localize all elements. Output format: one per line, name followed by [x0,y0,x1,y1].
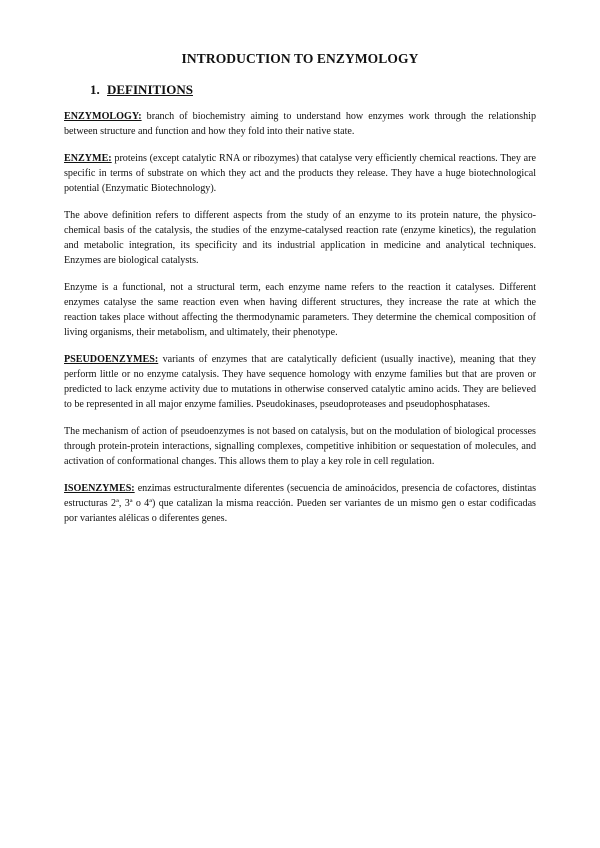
paragraph-definition-aspects: The above definition refers to different aspects from the study of an enzyme to its protein nature, the physico-chemical basis of the catalysis, the studies of the enzyme-catalysed reaction rate (enzyme kinetics), the regulation and metabolic integration, its specificity and its industrial application in medicine and analytical techniques. Enzymes are biological catalysts. [64,210,536,266]
section-number: 1. [90,82,100,97]
paragraph-enzyme [64,151,536,196]
paragraph-pseudoenzymes [64,352,536,412]
section-heading [90,81,536,99]
term-enzymology: ENZYMOLOGY: [64,111,142,122]
paragraph-functional-term: Enzyme is a functional, not a structural term, each enzyme name refers to the reaction it catalyses. Different enzymes catalyse the same reaction even when having different structures, they increase the rate at which the reaction takes place without affecting the thermodynamic parameters. They determine the chemical composition of living organisms, their metabolism, and ultimately, their phenotype. [64,282,536,338]
definition-enzymology: branch of biochemistry aiming to understand how enzymes work through the relationship between structure and function and how they fold into their native state. [64,111,536,137]
paragraph-isoenzymes [64,481,536,526]
definition-enzyme: proteins (except catalytic RNA or ribozymes) that catalyse very efficiently chemical reactions. They are specific in terms of substrate on which they act and the products they release. They have a huge biotechnological potential (Enzymatic Biotechnology). [64,153,536,194]
document-page [64,50,536,538]
term-enzyme: ENZYME: [64,153,112,164]
definition-isoenzymes: enzimas estructuralmente diferentes (secuencia de aminoácidos, presencia de cofactores, distintas estructuras 2ª, 3ª o 4ª) que catalizan la misma reacción. Pueden ser variantes de un mismo gen o estar codificadas por variantes alélicas o diferentes genes. [64,483,536,524]
paragraph-enzymology [64,109,536,139]
section-title: DEFINITIONS [107,82,193,97]
paragraph-pseudoenzyme-mechanism: The mechanism of action of pseudoenzymes is not based on catalysis, but on the modulation of biological processes through protein-protein interactions, signalling complexes, competitive inhibition or sequestation of molecules, and activation of conformational changes. This allows them to play a key role in cell regulation. [64,426,536,467]
term-isoenzymes: ISOENZYMES: [64,483,135,494]
definition-pseudoenzymes: variants of enzymes that are catalytically deficient (usually inactive), meaning that they perform little or no enzyme catalysis. They have sequence homology with enzyme families but that are proven or predicted to lack enzyme activity due to mutations in otherwise conserved catalytic amino acids. They are believed to be represented in all major enzyme families. Pseudokinases, pseudoproteases and pseudophosphatases. [64,354,536,410]
term-pseudoenzymes: PSEUDOENZYMES: [64,354,159,365]
document-title: INTRODUCTION TO ENZYMOLOGY [181,51,419,66]
